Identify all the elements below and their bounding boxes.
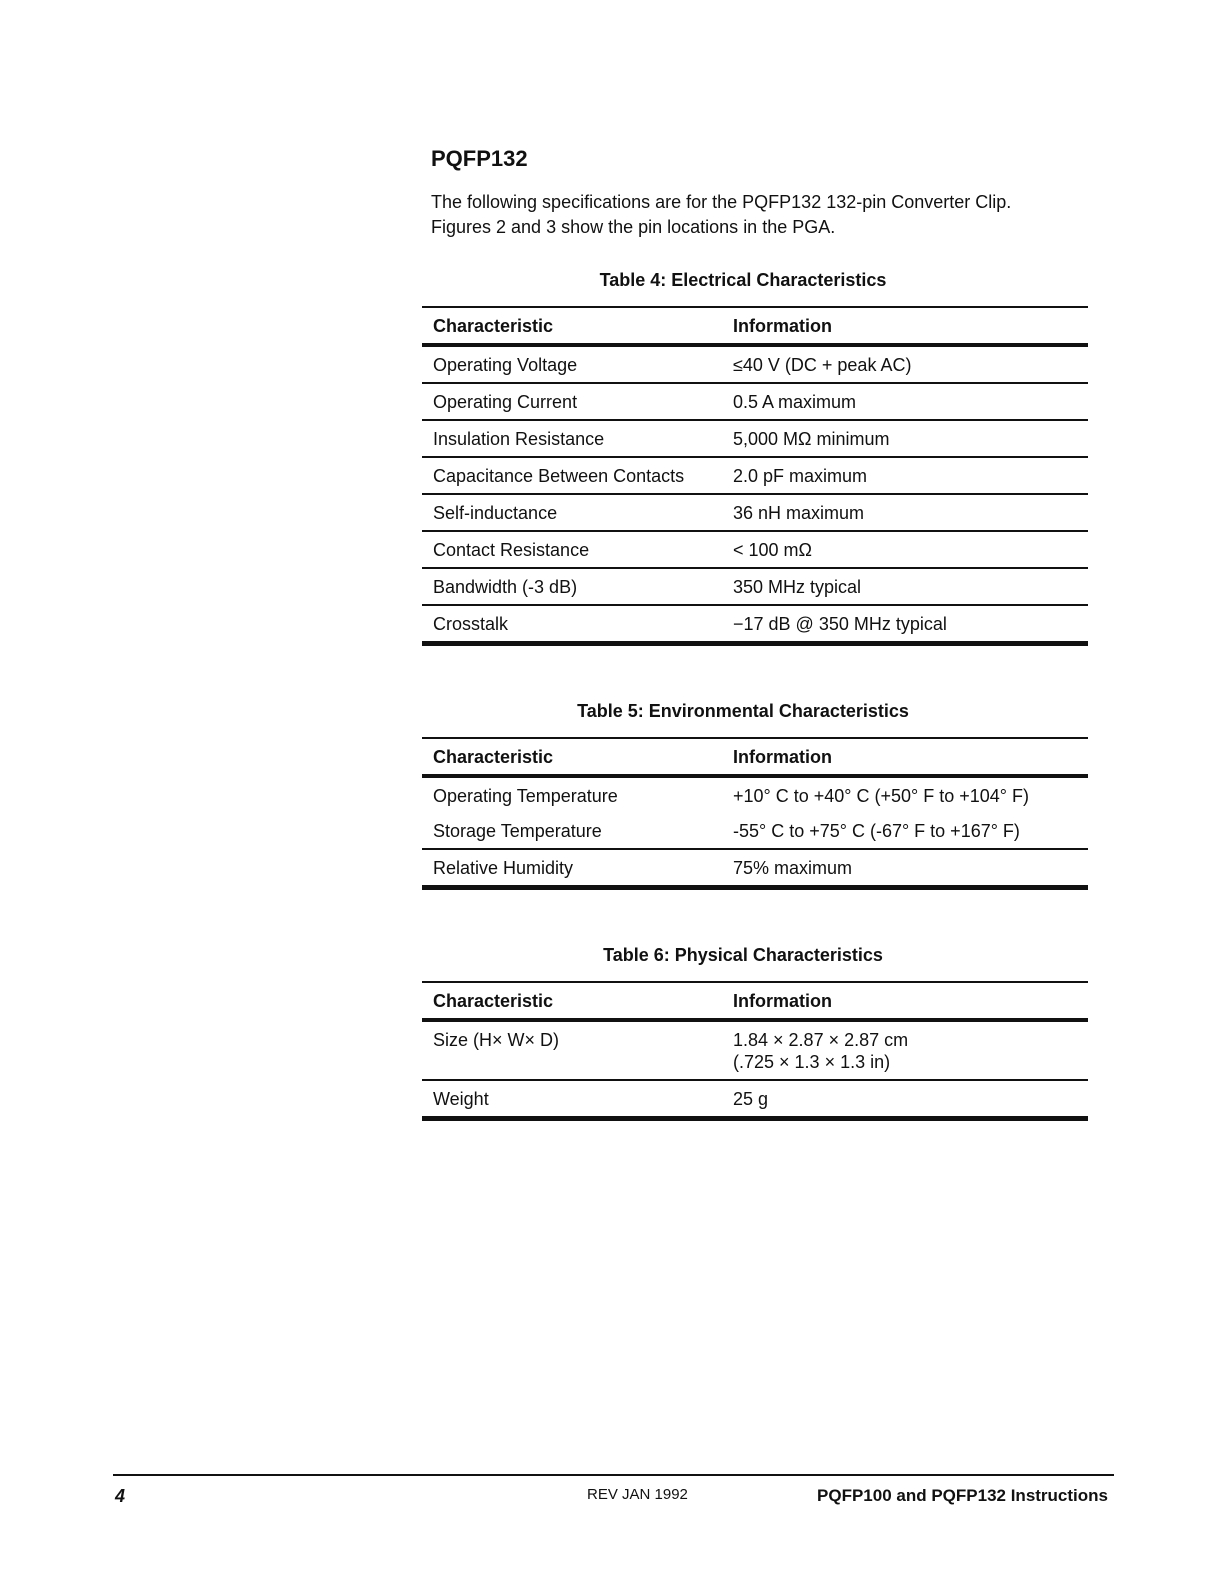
column-header-information: Information — [733, 991, 832, 1011]
information-cell: 0.5 A maximum — [733, 392, 857, 412]
intro-paragraph — [431, 190, 1088, 240]
characteristic-cell: Crosstalk — [433, 614, 509, 634]
column-header-information: Information — [733, 747, 832, 767]
table-5-caption: Table 5: Environmental Characteristics — [577, 701, 909, 721]
table-header-row — [422, 307, 1088, 345]
column-header-characteristic: Characteristic — [433, 747, 554, 767]
information-cell: 75% maximum — [733, 858, 853, 878]
table-row — [422, 813, 1088, 849]
table-row — [422, 420, 1088, 457]
information-cell: < 100 mΩ — [733, 540, 812, 560]
page-footer — [113, 1474, 1114, 1506]
information-cell: ≤40 V (DC + peak AC) — [733, 355, 912, 375]
table-row — [422, 1080, 1088, 1119]
revision-date: REV JAN 1992 — [587, 1486, 688, 1503]
table-row — [422, 345, 1088, 383]
information-cell: 36 nH maximum — [733, 503, 865, 523]
table-row — [422, 605, 1088, 644]
characteristic-cell: Operating Temperature — [433, 786, 618, 806]
characteristic-cell: Self-inductance — [433, 503, 558, 523]
column-header-characteristic: Characteristic — [433, 316, 554, 336]
information-cell: 2.0 pF maximum — [733, 466, 868, 486]
physical-characteristics-table — [422, 981, 1088, 1121]
page-content — [422, 146, 1088, 1176]
table-row — [422, 1020, 1088, 1080]
intro-line-2: Figures 2 and 3 show the pin locations in the PGA. — [431, 217, 836, 237]
table-row — [422, 383, 1088, 420]
characteristic-cell: Bandwidth (-3 dB) — [433, 577, 578, 597]
column-header-characteristic: Characteristic — [433, 991, 554, 1011]
characteristic-cell: Relative Humidity — [433, 858, 574, 878]
information-cell: 350 MHz typical — [733, 577, 862, 597]
electrical-characteristics-table — [422, 306, 1088, 646]
table-4-caption: Table 4: Electrical Characteristics — [599, 270, 887, 290]
characteristic-cell: Operating Voltage — [433, 355, 578, 375]
information-cell — [722, 1020, 1088, 1080]
size-metric: 1.84 × 2.87 × 2.87 cm — [733, 1030, 909, 1050]
table-row — [422, 457, 1088, 494]
information-cell: −17 dB @ 350 MHz typical — [733, 614, 947, 634]
table-6-caption: Table 6: Physical Characteristics — [603, 945, 883, 965]
document-title: PQFP100 and PQFP132 Instructions — [817, 1486, 1108, 1505]
size-imperial: (.725 × 1.3 × 1.3 in) — [733, 1052, 891, 1072]
intro-line-1: The following specifications are for the PQFP132 132-pin Converter Clip. — [431, 192, 1012, 212]
table-header-row — [422, 982, 1088, 1020]
characteristic-cell: Weight — [433, 1089, 489, 1109]
page-number: 4 — [115, 1486, 126, 1506]
information-cell: 5,000 MΩ minimum — [733, 429, 890, 449]
information-cell: +10° C to +40° C (+50° F to +104° F) — [733, 786, 1029, 806]
table-row — [422, 849, 1088, 888]
table-row — [422, 776, 1088, 813]
characteristic-cell: Operating Current — [433, 392, 578, 412]
section-heading: PQFP132 — [431, 146, 528, 171]
table-header-row — [422, 738, 1088, 776]
characteristic-cell: Storage Temperature — [433, 821, 602, 841]
characteristic-cell: Contact Resistance — [433, 540, 590, 560]
information-cell: 25 g — [733, 1089, 769, 1109]
table-row — [422, 531, 1088, 568]
column-header-information: Information — [733, 316, 832, 336]
characteristic-cell: Insulation Resistance — [433, 429, 605, 449]
information-cell: -55° C to +75° C (-67° F to +167° F) — [733, 821, 1020, 841]
environmental-characteristics-table — [422, 737, 1088, 890]
characteristic-cell: Size (H× W× D) — [433, 1030, 560, 1050]
table-row — [422, 568, 1088, 605]
table-row — [422, 494, 1088, 531]
characteristic-cell: Capacitance Between Contacts — [433, 466, 685, 486]
